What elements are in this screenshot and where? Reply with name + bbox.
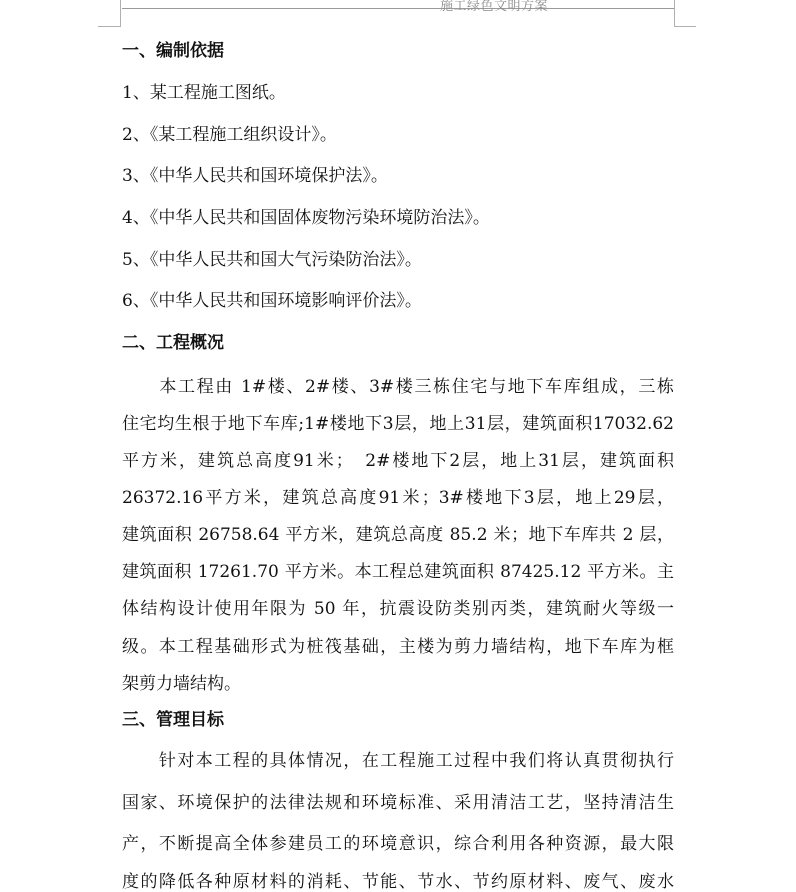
section-heading: 二、工程概况 bbox=[122, 333, 224, 353]
paragraph-line: 产，不断提高全体参建员工的环境意识，综合利用各种资源，最大限 bbox=[122, 834, 674, 854]
list-item: 5、《中华人民共和国大气污染防治法》。 bbox=[122, 250, 422, 270]
crop-mark bbox=[674, 26, 696, 27]
paragraph-line: 本工程由 1#楼、2#楼、3#楼三栋住宅与地下车库组成，三栋 bbox=[122, 377, 674, 397]
section-heading: 一、编制依据 bbox=[122, 41, 224, 61]
paragraph-line: 架剪力墙结构。 bbox=[122, 674, 241, 694]
paragraph-line: 建筑面积 17261.70 平方米。本工程总建筑面积 87425.12 平方米。主 bbox=[122, 562, 674, 582]
list-item: 2、《某工程施工组织设计》。 bbox=[122, 125, 337, 145]
paragraph-line: 26372.16平方米，建筑总高度91米；3#楼地下3层，地上29层， bbox=[122, 488, 674, 508]
crop-mark bbox=[98, 26, 120, 27]
paragraph-line: 针对本工程的具体情况，在工程施工过程中我们将认真贯彻执行 bbox=[122, 751, 674, 771]
list-item: 6、《中华人民共和国环境影响评价法》。 bbox=[122, 291, 422, 311]
list-item: 4、《中华人民共和国固体废物污染环境防治法》。 bbox=[122, 208, 490, 228]
paragraph-line: 度的降低各种原材料的消耗、节能、节水、节约原材料、废气、废水 bbox=[122, 872, 674, 892]
paragraph-line: 住宅均生根于地下车库;1#楼地下3层，地上31层，建筑面积17032.62 bbox=[122, 414, 674, 434]
crop-mark bbox=[674, 0, 675, 27]
page-header-rule bbox=[122, 0, 674, 14]
list-item: 3、《中华人民共和国环境保护法》。 bbox=[122, 166, 388, 186]
paragraph-line: 体结构设计使用年限为 50 年，抗震设防类别丙类，建筑耐火等级一 bbox=[122, 599, 674, 619]
paragraph-line: 建筑面积 26758.64 平方米，建筑总高度 85.2 米；地下车库共 2 层， bbox=[122, 525, 674, 545]
section-heading: 三、管理目标 bbox=[122, 710, 224, 730]
paragraph-line: 平方米，建筑总高度91米； 2#楼地下2层，地上31层，建筑面积 bbox=[122, 451, 674, 471]
paragraph-line: 级。本工程基础形式为桩筏基础，主楼为剪力墙结构，地下车库为框 bbox=[122, 637, 674, 657]
list-item: 1、某工程施工图纸。 bbox=[122, 83, 286, 103]
crop-mark bbox=[120, 0, 121, 27]
running-header: 施工绿色文明方案 bbox=[439, 0, 548, 14]
paragraph-line: 国家、环境保护的法律法规和环境标准、采用清洁工艺，坚持清洁生 bbox=[122, 793, 674, 813]
